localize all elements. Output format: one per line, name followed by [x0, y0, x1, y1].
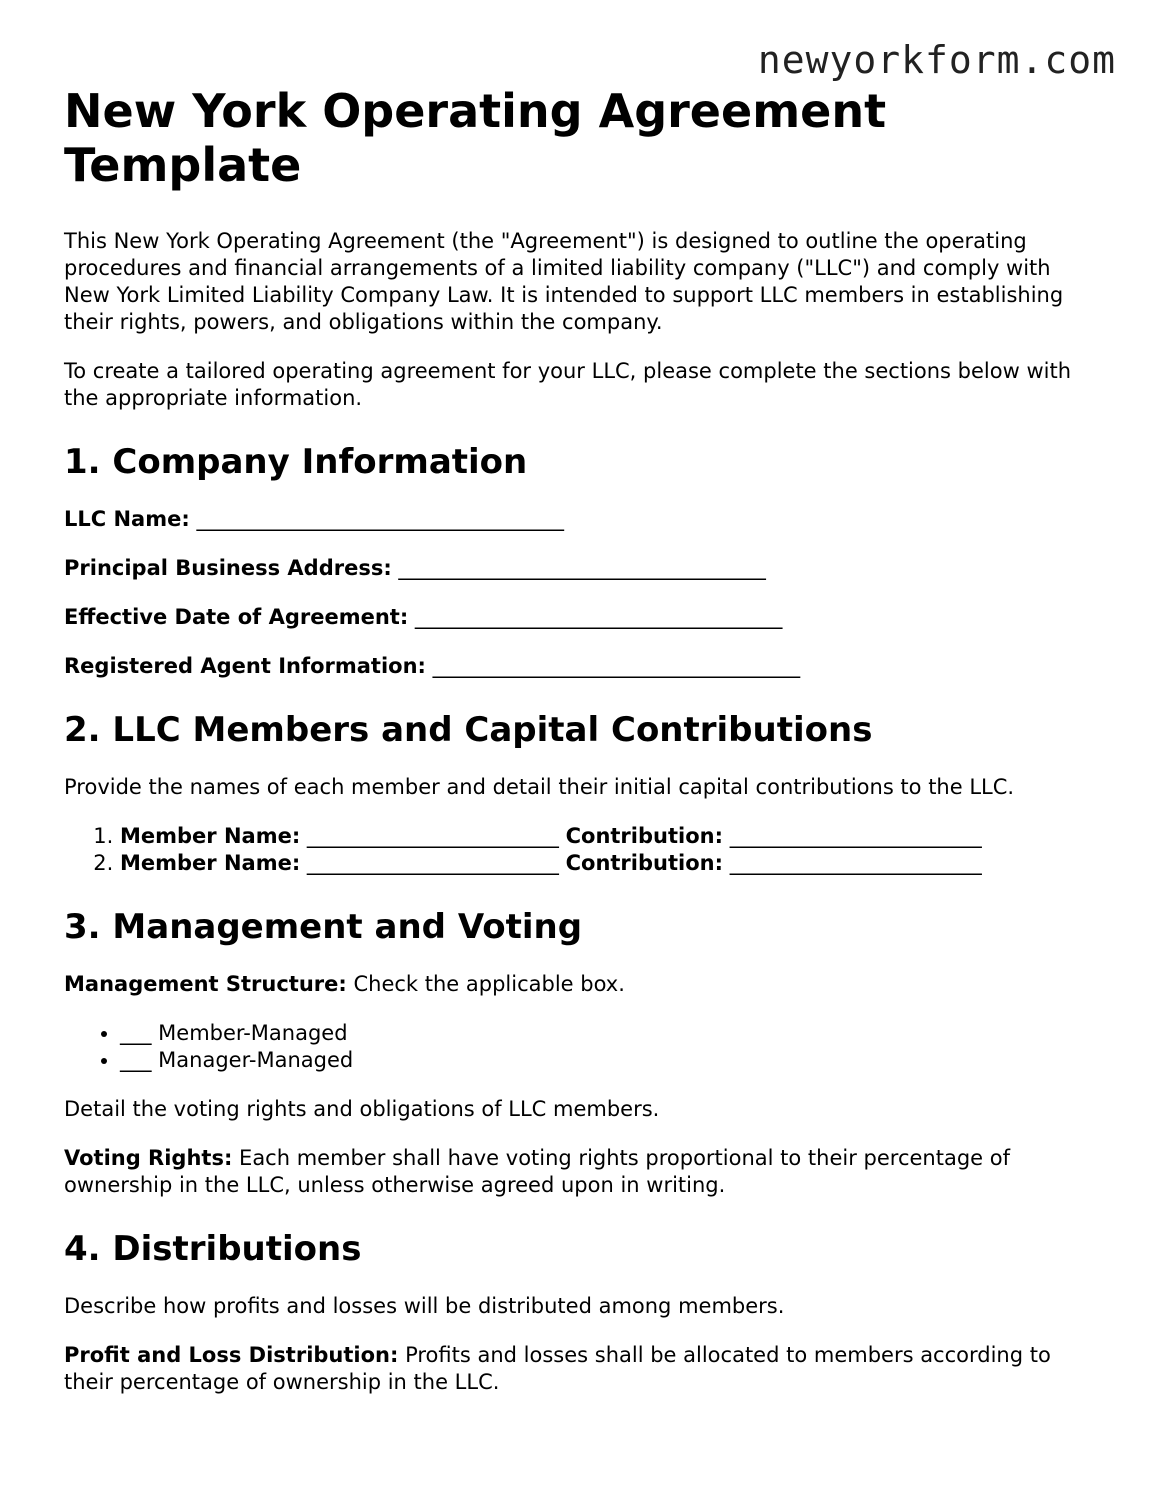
field-label: LLC Name: — [64, 507, 190, 531]
management-structure — [64, 971, 1094, 998]
contribution-blank[interactable]: ________________________ — [729, 851, 982, 875]
management-structure-text: Check the applicable box. — [353, 972, 625, 996]
effective-date-field[interactable] — [64, 604, 1094, 631]
field-label: Effective Date of Agreement: — [64, 605, 409, 629]
member-row — [120, 850, 1094, 877]
section2-text: Provide the names of each member and detail their initial capital contributions to the LLC. — [64, 775, 1015, 799]
management-structure-label: Management Structure: — [64, 972, 347, 996]
voting-detail: Detail the voting rights and obligations of LLC members. — [64, 1097, 660, 1121]
section2-heading: 2. LLC Members and Capital Contributions — [64, 710, 873, 750]
field-blank[interactable]: ___________________________________ — [414, 605, 783, 629]
registered-agent-field[interactable] — [64, 653, 1094, 680]
member-name-label: Member Name: — [120, 851, 301, 875]
voting-rights — [64, 1145, 1094, 1199]
contribution-label: Contribution: — [565, 851, 723, 875]
profit-loss-label: Profit and Loss Distribution: — [64, 1343, 399, 1367]
voting-rights-text: Each member shall have voting rights proportional to their percentage of ownership in the LLC, unless otherwise agreed upon in writing. — [64, 1146, 1010, 1197]
intro-paragraph-1: This New York Operating Agreement (the "Agreement") is designed to outline the operating procedures and financial arrangements of a limited liability company ("LLC") and comply with New York Limited Liability Company Law. It is intended to support LLC members in establishing their rights, powers, and obligations within the company. — [64, 229, 1064, 334]
field-blank[interactable]: ___________________________________ — [196, 507, 564, 531]
members-list — [64, 823, 1094, 877]
option-manager-managed[interactable]: • ___ Manager-Managed — [120, 1047, 1094, 1074]
profit-loss-text: Profits and losses shall be allocated to members according to their percentage of ownership in the LLC. — [64, 1343, 1051, 1394]
field-blank[interactable]: ___________________________________ — [432, 654, 801, 678]
document-page — [64, 84, 1094, 1418]
principal-address-field[interactable] — [64, 555, 1094, 582]
field-label: Principal Business Address: — [64, 556, 392, 580]
member-row — [120, 823, 1094, 850]
llc-name-field[interactable] — [64, 506, 1094, 533]
voting-rights-label: Voting Rights: — [64, 1146, 233, 1170]
management-options — [64, 1020, 1094, 1074]
intro-paragraph-2: To create a tailored operating agreement for your LLC, please complete the sections below with the appropriate information. — [64, 359, 1072, 410]
option-member-managed[interactable]: • ___ Member-Managed — [120, 1020, 1094, 1047]
member-name-blank[interactable]: ________________________ — [306, 851, 559, 875]
section4-text: Describe how profits and losses will be distributed among members. — [64, 1294, 785, 1318]
member-name-label: Member Name: — [120, 824, 301, 848]
contribution-blank[interactable]: ________________________ — [729, 824, 982, 848]
member-name-blank[interactable]: ________________________ — [306, 824, 559, 848]
profit-loss — [64, 1342, 1094, 1396]
watermark: newyorkform.com — [757, 38, 1116, 82]
field-label: Registered Agent Information: — [64, 654, 426, 678]
section4-heading: 4. Distributions — [64, 1229, 362, 1269]
page-title: New York Operating Agreement Template — [64, 84, 887, 192]
section3-heading: 3. Management and Voting — [64, 907, 583, 947]
field-blank[interactable]: ___________________________________ — [398, 556, 766, 580]
contribution-label: Contribution: — [565, 824, 723, 848]
section1-heading: 1. Company Information — [64, 442, 528, 482]
